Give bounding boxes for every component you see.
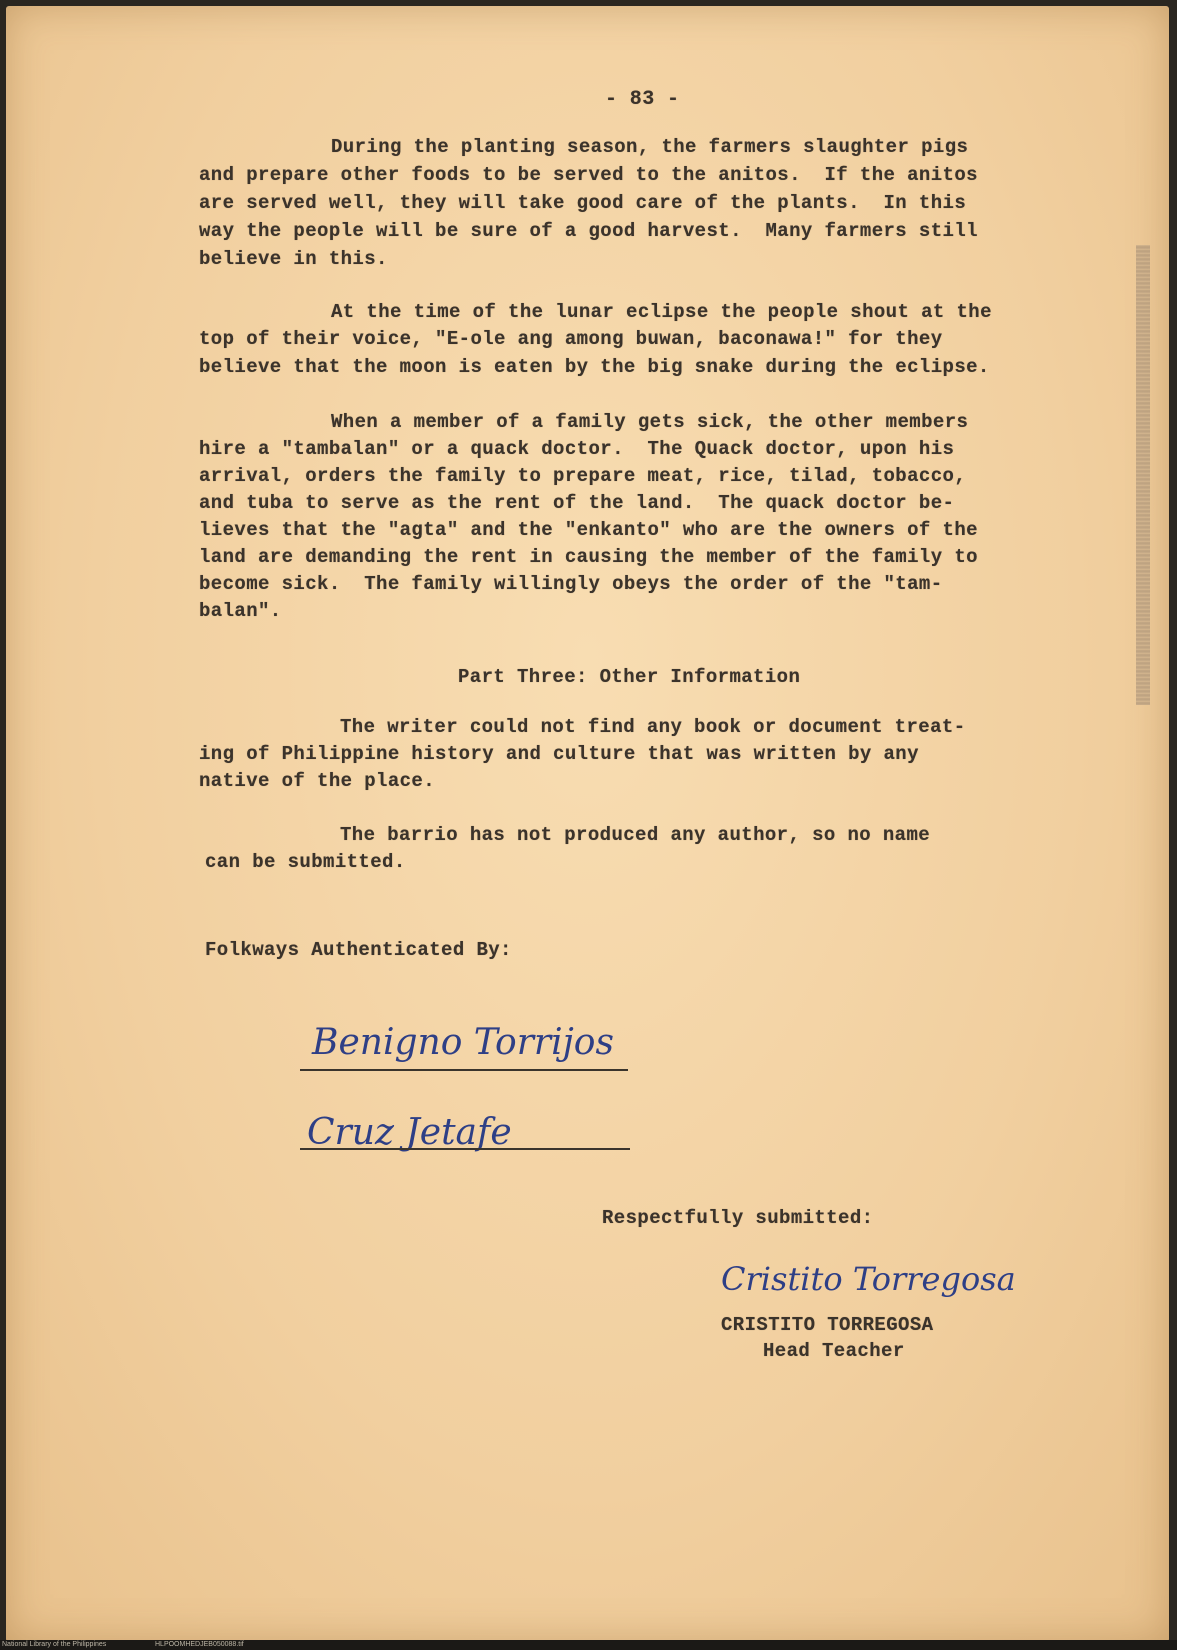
paragraph-sickness-line-3: arrival, orders the family to prepare meat, rice, tilad, tobacco, — [199, 465, 967, 487]
signature-line-1 — [300, 1069, 628, 1071]
binding-edge — [1136, 245, 1150, 705]
paragraph-eclipse-line-3: believe that the moon is eaten by the big snake during the eclipse. — [199, 356, 990, 378]
paragraph-sickness-line-1: When a member of a family gets sick, the other members — [331, 411, 969, 433]
page-number: - 83 - — [605, 88, 680, 111]
other-info-author-line-2: can be submitted. — [205, 851, 406, 873]
paragraph-planting-line-4: way the people will be sure of a good harvest. Many farmers still — [199, 220, 978, 242]
authenticator-signature-1: Benigno Torrijos — [312, 1022, 614, 1063]
paragraph-planting-line-2: and prepare other foods to be served to the anitos. If the anitos — [199, 164, 978, 186]
other-info-author-line-1: The barrio has not produced any author, so no name — [340, 824, 931, 846]
paragraph-sickness-line-4: and tuba to serve as the rent of the land. The quack doctor be- — [199, 492, 955, 514]
authenticator-signature-2: Cruz Jetafe — [307, 1112, 512, 1153]
paragraph-eclipse-line-2: top of their voice, "E-ole ang among buwan, baconawa!" for they — [199, 328, 943, 350]
paragraph-sickness-line-7: become sick. The family willingly obeys the order of the "tam- — [199, 573, 943, 595]
paragraph-sickness-line-6: land are demanding the rent in causing the member of the family to — [199, 546, 978, 568]
signer-name: CRISTITO TORREGOSA — [721, 1314, 934, 1336]
signature-line-2 — [300, 1148, 630, 1150]
scan-footer — [0, 1640, 1177, 1650]
paragraph-sickness-line-2: hire a "tambalan" or a quack doctor. The Quack doctor, upon his — [199, 438, 955, 460]
paragraph-eclipse-line-1: At the time of the lunar eclipse the people shout at the — [331, 301, 992, 323]
paragraph-planting-line-3: are served well, they will take good care of the plants. In this — [199, 192, 967, 214]
other-info-book-line-3: native of the place. — [199, 770, 436, 792]
footer-library: National Library of the Philippines — [2, 1641, 107, 1648]
paragraph-sickness-line-5: lieves that the "agta" and the "enkanto" who are the owners of the — [199, 519, 978, 541]
signer-title: Head Teacher — [763, 1340, 905, 1362]
closing-text: Respectfully submitted: — [602, 1207, 874, 1229]
paragraph-planting-line-1: During the planting season, the farmers slaughter pigs — [331, 136, 969, 158]
other-info-book-line-1: The writer could not find any book or document treat- — [340, 716, 966, 738]
signer-signature: Cristito Torregosa — [721, 1260, 1016, 1298]
paragraph-planting-line-5: believe in this. — [199, 248, 388, 270]
paragraph-sickness-line-8: balan". — [199, 600, 282, 622]
footer-file: HLPOOMHEDJEB050088.tif — [155, 1641, 244, 1648]
section-heading: Part Three: Other Information — [458, 666, 801, 688]
other-info-book-line-2: ing of Philippine history and culture that was written by any — [199, 743, 919, 765]
authentication-label: Folkways Authenticated By: — [205, 939, 512, 961]
